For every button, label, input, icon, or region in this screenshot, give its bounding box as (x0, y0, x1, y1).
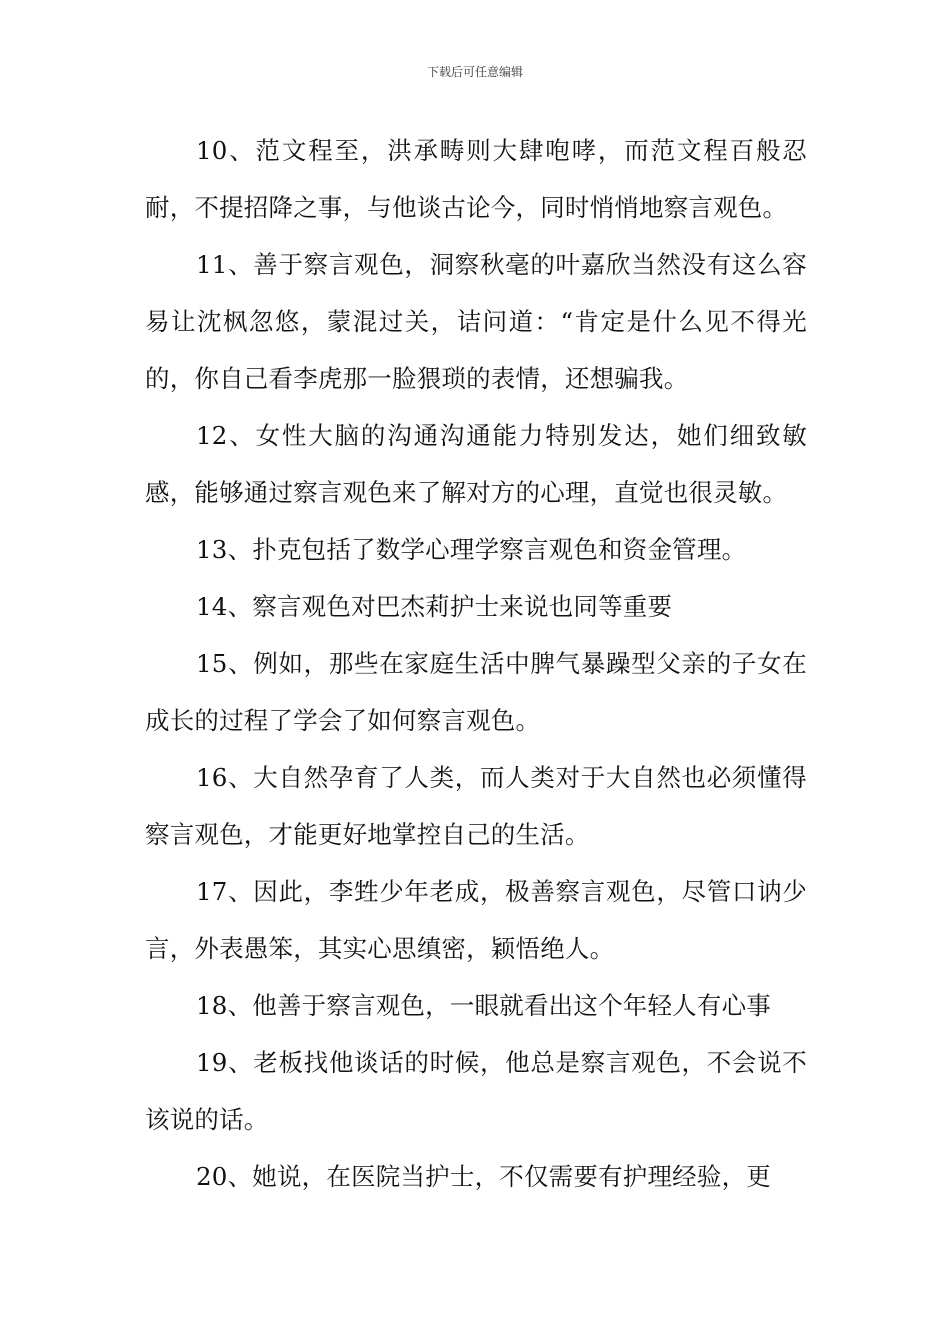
paragraph-20: 20、她说，在医院当护士，不仅需要有护理经验，更 (196, 1162, 771, 1191)
paragraph-18: 18、他善于察言观色，一眼就看出这个年轻人有心事 (196, 991, 771, 1020)
paragraph-11: 11、善于察言观色，洞察秋毫的叶嘉欣当然没有这么容易让沈枫忽悠，蒙混过关，诘问道：“肯定是什么见不得光的，你自己看李虎那一脸猥琐的表情，还想骗我。 (145, 250, 807, 393)
paragraph-10: 10、范文程至，洪承畴则大肆咆哮，而范文程百般忍耐，不提招降之事，与他谈古论今，同时悄悄地察言观色。 (145, 136, 807, 222)
page-header: 下载后可任意编辑 (426, 65, 523, 79)
paragraph-15: 15、例如，那些在家庭生活中脾气暴躁型父亲的子女在成长的过程了学会了如何察言观色。 (145, 649, 807, 735)
paragraph-13: 13、扑克包括了数学心理学察言观色和资金管理。 (196, 535, 747, 564)
paragraph-14: 14、察言观色对巴杰莉护士来说也同等重要 (196, 592, 673, 621)
paragraph-17: 17、因此，李甡少年老成，极善察言观色，尽管口讷少言，外表愚笨，其实心思缜密，颖悟绝人。 (145, 877, 807, 963)
paragraph-19: 19、老板找他谈话的时候，他总是察言观色，不会说不该说的话。 (145, 1048, 807, 1134)
paragraph-16: 16、大自然孕育了人类，而人类对于大自然也必须懂得察言观色，才能更好地掌控自己的生活。 (145, 763, 807, 849)
paragraph-12: 12、女性大脑的沟通沟通能力特别发达，她们细致敏感，能够通过察言观色来了解对方的心理，直觉也很灵敏。 (145, 421, 807, 507)
document-body (145, 122, 807, 1205)
